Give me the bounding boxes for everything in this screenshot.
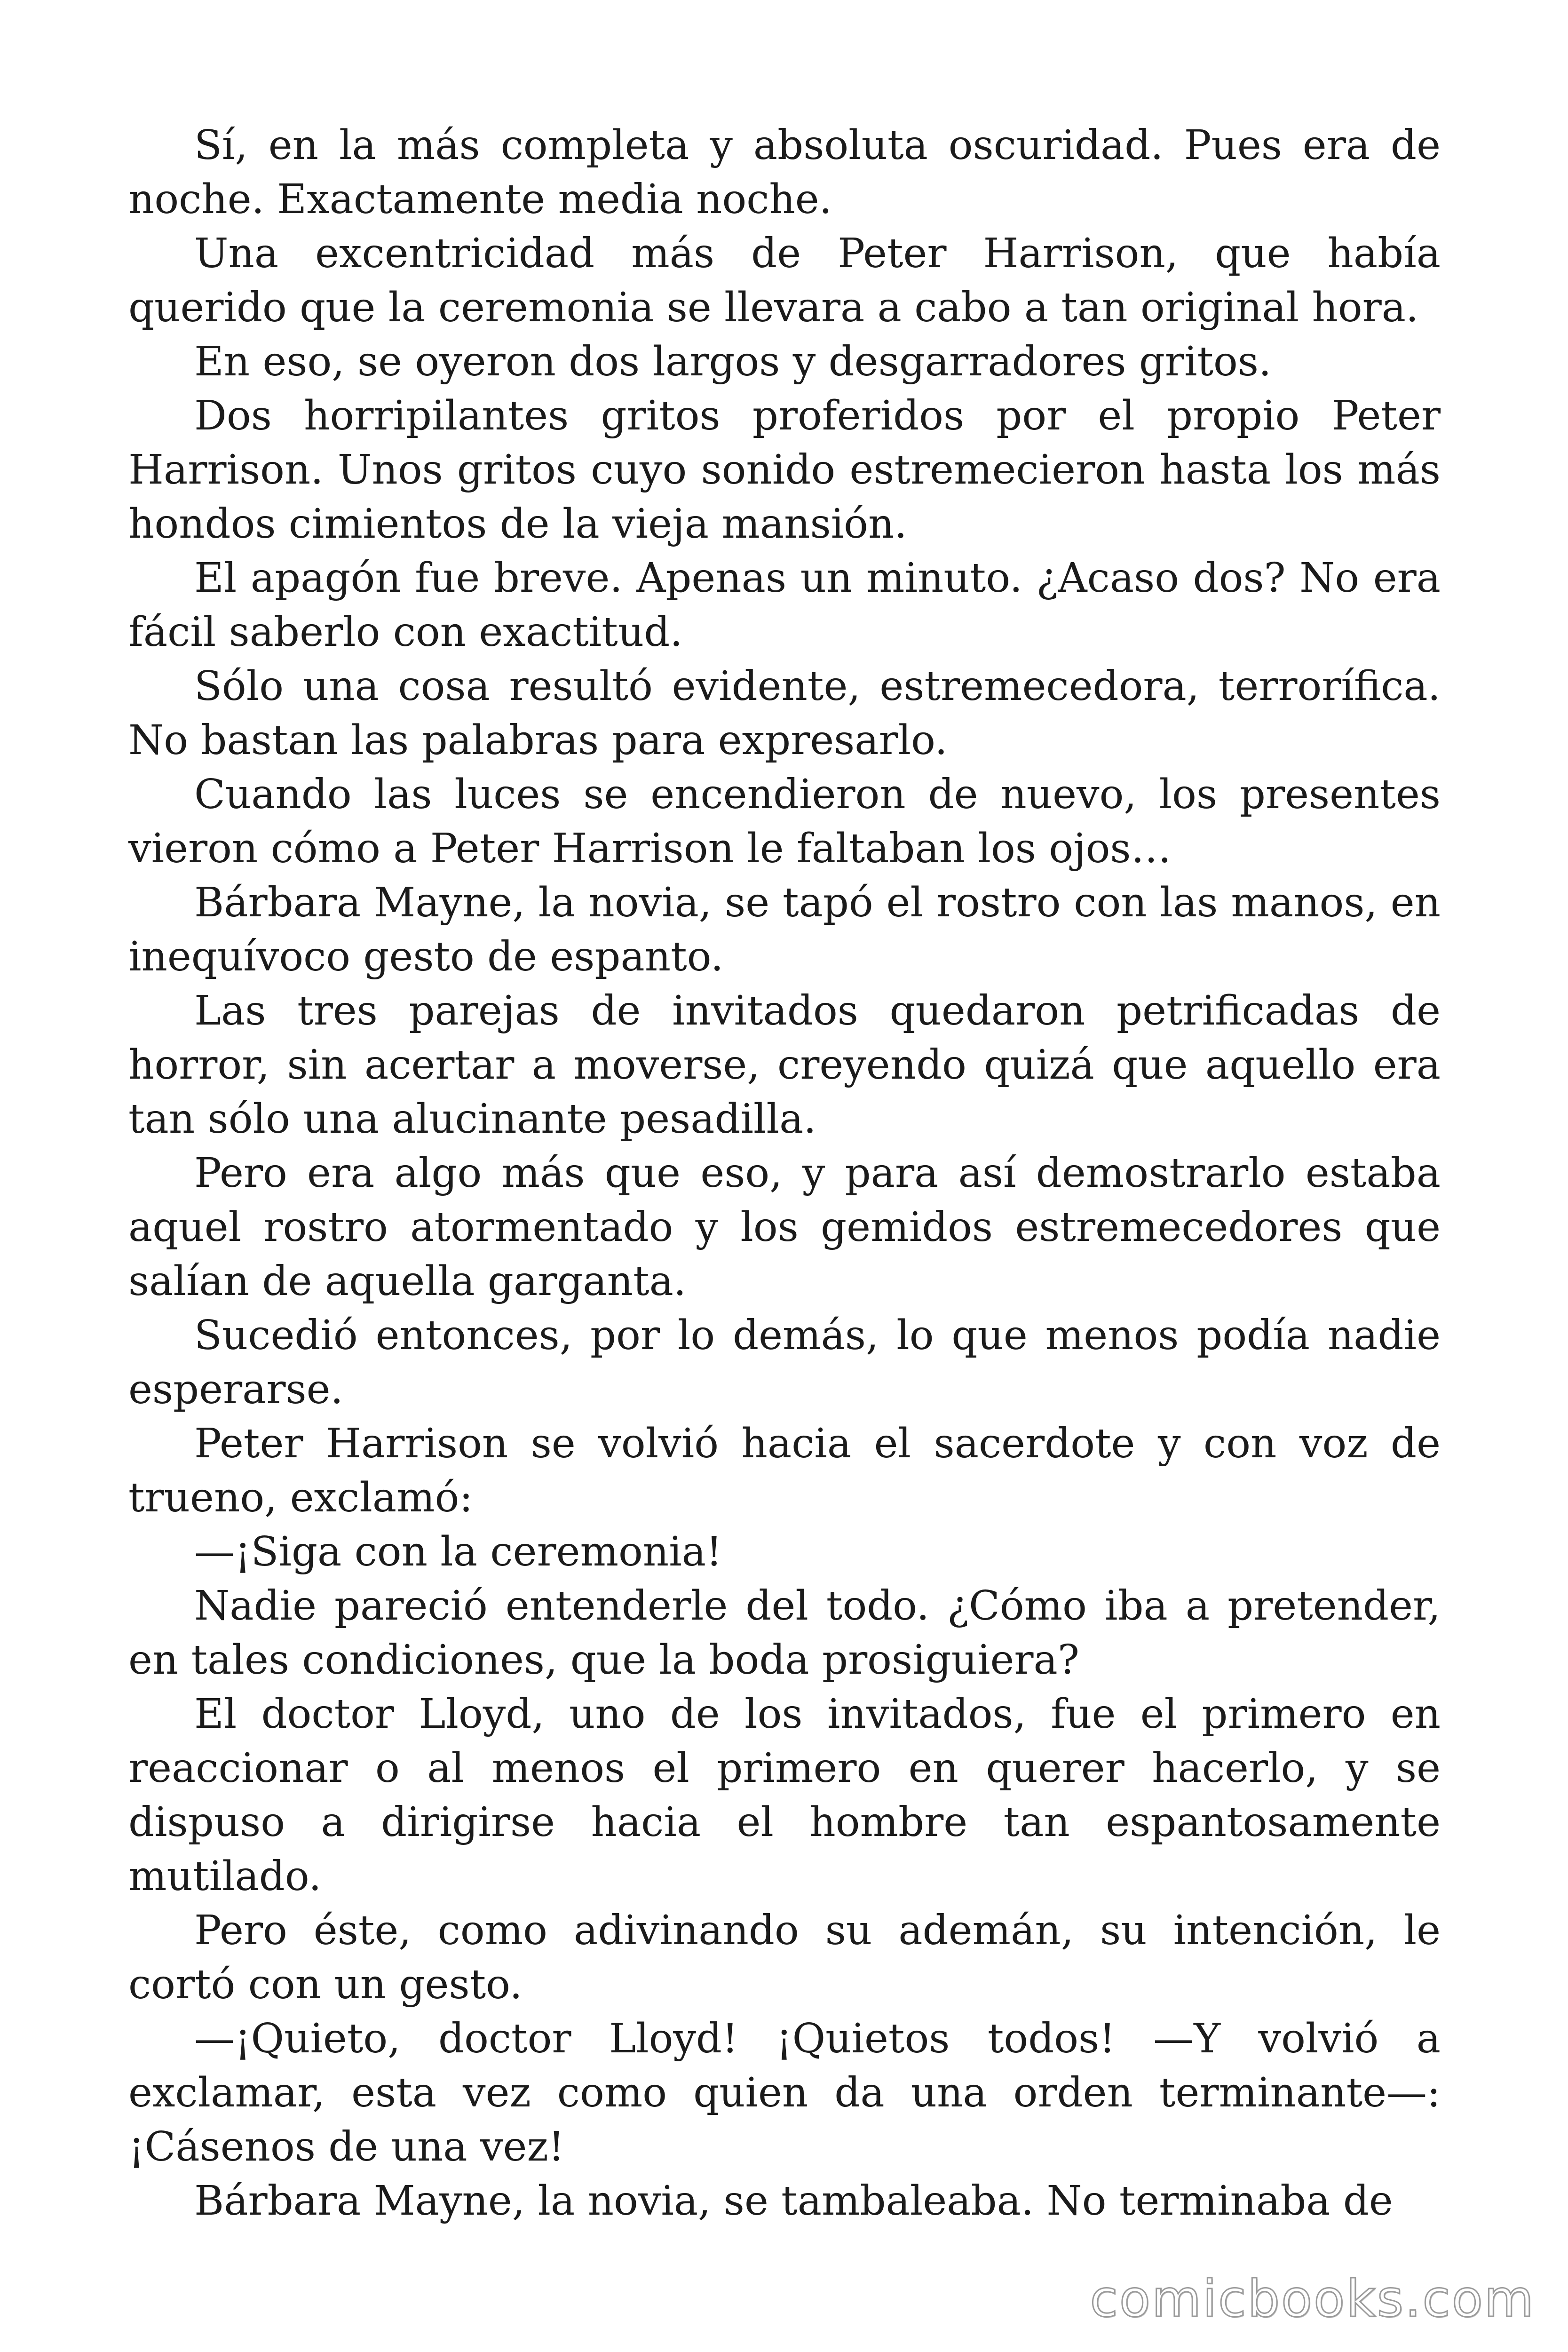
paragraph: Las tres parejas de invitados quedaron petrificadas de horror, sin acertar a moverse, creyendo quizá que aquello era tan sólo una alucinante pesadilla.: [128, 987, 1441, 1143]
paragraph: Cuando las luces se encendieron de nuevo, los presentes vieron cómo a Peter Harrison le faltaban los ojos…: [128, 771, 1441, 872]
paragraph: Peter Harrison se volvió hacia el sacerdote y con voz de trueno, exclamó:: [128, 1420, 1441, 1521]
paragraph: Sólo una cosa resultó evidente, estremecedora, terrorífica. No bastan las palabras para expresarlo.: [128, 663, 1441, 764]
paragraph: Bárbara Mayne, la novia, se tambaleaba. No terminaba de: [194, 2177, 1393, 2225]
paragraph: Sí, en la más completa y absoluta oscuridad. Pues era de noche. Exactamente media noche.: [128, 122, 1441, 223]
paragraph: Nadie pareció entenderle del todo. ¿Cómo iba a pretender, en tales condiciones, que la boda prosiguiera?: [128, 1582, 1441, 1684]
paragraph: Dos horripilantes gritos proferidos por el propio Peter Harrison. Unos gritos cuyo sonido estremecieron hasta los más hondos cimientos de la vieja mansión.: [128, 392, 1441, 548]
paragraph: Pero era algo más que eso, y para así demostrarlo estaba aquel rostro atormentado y los gemidos estremecedores que salían de aquella garganta.: [128, 1150, 1441, 1305]
watermark: comicbooks.com: [1090, 2270, 1535, 2328]
paragraph: El apagón fue breve. Apenas un minuto. ¿Acaso dos? No era fácil saberlo con exactitud.: [128, 555, 1441, 656]
paragraph: Una excentricidad más de Peter Harrison, que había querido que la ceremonia se llevara a cabo a tan original hora.: [128, 230, 1441, 331]
paragraph: —¡Siga con la ceremonia!: [194, 1528, 722, 1575]
paragraph: El doctor Lloyd, uno de los invitados, fue el primero en reaccionar o al menos el primero en querer hacerlo, y se dispuso a dirigirse hacia el hombre tan espantosamente mutilado.: [128, 1691, 1441, 1900]
paragraph: —¡Quieto, doctor Lloyd! ¡Quietos todos! —Y volvió a exclamar, esta vez como quien da una orden terminante—: ¡Cásenos de una vez!: [128, 2015, 1441, 2170]
body-text: [128, 119, 1441, 2228]
paragraph: En eso, se oyeron dos largos y desgarradores gritos.: [194, 338, 1272, 385]
paragraph: Pero éste, como adivinando su ademán, su intención, le cortó con un gesto.: [128, 1907, 1441, 2008]
paragraph: Bárbara Mayne, la novia, se tapó el rostro con las manos, en inequívoco gesto de espanto.: [128, 879, 1441, 980]
paragraph: Sucedió entonces, por lo demás, lo que menos podía nadie esperarse.: [128, 1312, 1441, 1413]
